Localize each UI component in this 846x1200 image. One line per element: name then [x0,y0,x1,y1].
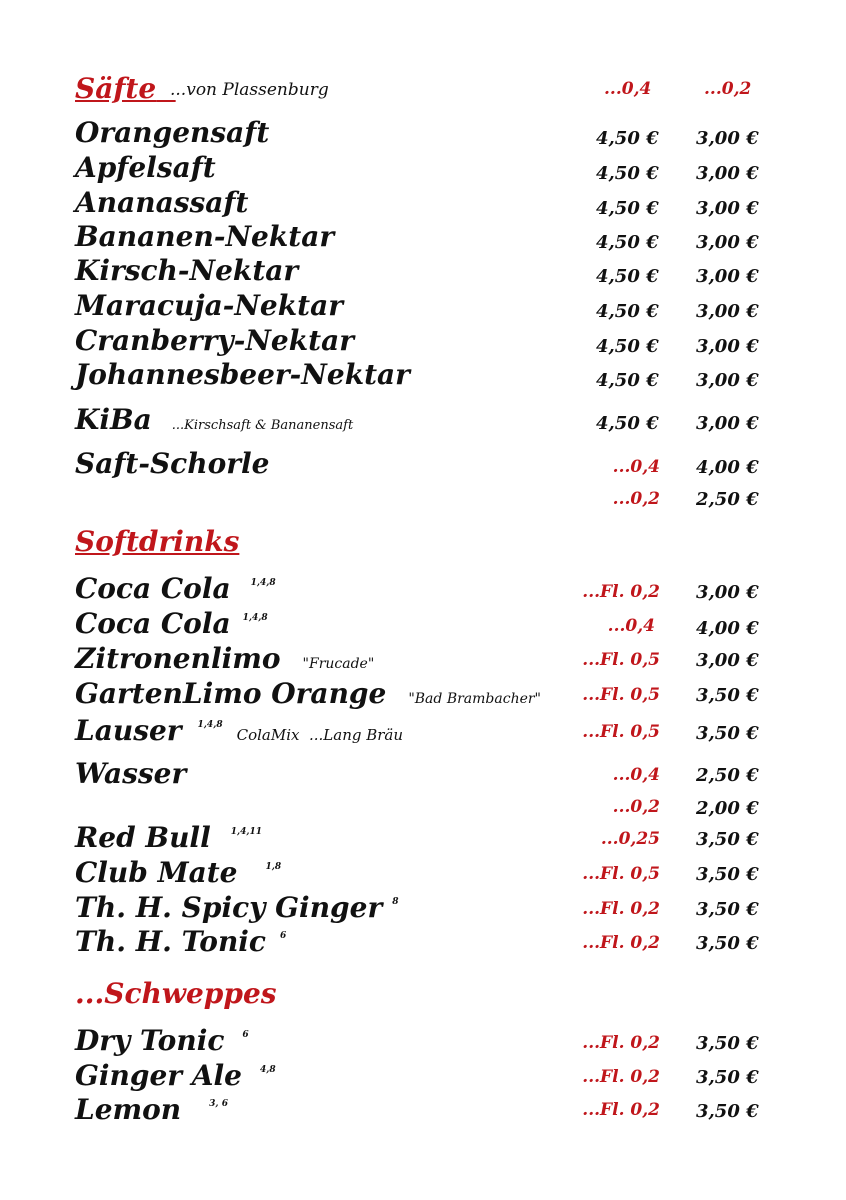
price-02: 3,00 € [696,413,759,434]
price-02: 3,00 € [696,198,759,219]
item-name-text: Th. H. Spicy Ginger [75,891,383,924]
price: 3,50 € [696,685,759,706]
item-name-text: Club Mate [75,856,238,889]
price-04: 4,50 € [596,163,659,184]
price-04: 4,50 € [596,301,659,322]
item-name-text: Lauser [75,714,182,747]
size-label: ...0,4 [612,765,660,785]
size-label: ...Fl. 0,2 [582,1067,660,1087]
item-name-text: Coca Cola [75,607,231,640]
allergen-codes: 6 [279,931,287,941]
price-04: 4,50 € [596,266,659,287]
price-04: 4,50 € [596,198,659,219]
allergen-codes: 1,4,8 [242,613,268,623]
item-note: "Bad Brambacher" [408,691,541,707]
allergen-codes: 1,4,11 [230,827,263,837]
item-name [75,572,276,605]
item-note: ColaMix ...Lang Bräu [236,726,404,744]
price: 3,50 € [696,1101,759,1122]
price-02: 3,00 € [696,266,759,287]
size-label: ...Fl. 0,2 [582,1100,660,1120]
allergen-codes: 1,4,8 [197,720,223,730]
item-name: Apfelsaft [75,151,216,184]
price: 3,50 € [696,864,759,885]
size-label: ...Fl. 0,2 [582,933,660,953]
price: 3,50 € [696,933,759,954]
price: 3,00 € [696,650,759,671]
price-04: 4,50 € [596,413,659,434]
item-name [75,714,403,747]
softdrinks-heading: Softdrinks [75,525,240,558]
item-name [75,1093,228,1126]
size-label: ...0,4 [612,457,660,477]
saefte-subtitle: ...von Plassenburg [170,80,329,100]
size-label: ...Fl. 0,2 [582,582,660,602]
schweppes-heading: ...Schweppes [75,977,277,1010]
price: 2,50 € [696,765,759,786]
saefte-heading: Säfte [75,72,157,105]
price-02: 3,00 € [696,301,759,322]
item-note: "Frucade" [302,656,375,672]
item-name-text: KiBa [75,403,152,436]
item-name [75,403,353,436]
price: 3,50 € [696,1067,759,1088]
price: 3,50 € [696,829,759,850]
size-label: ...Fl. 0,5 [582,864,660,884]
item-name: Ananassaft [75,186,249,219]
price: 3,00 € [696,582,759,603]
item-name [75,1024,249,1057]
price-04: 4,50 € [596,370,659,391]
saefte-col-02: ...0,2 [704,79,752,99]
price: 3,50 € [696,899,759,920]
item-name-text: Zitronenlimo [75,642,281,675]
price-02: 3,00 € [696,232,759,253]
item-name [75,925,286,958]
size-label: ...Fl. 0,5 [582,685,660,705]
item-name [75,677,541,710]
price-04: 4,50 € [596,232,659,253]
size-label: ...0,2 [612,489,660,509]
item-name [75,821,262,854]
saefte-col-04: ...0,4 [604,79,652,99]
allergen-codes: 8 [392,897,399,907]
item-name [75,607,268,640]
size-label: ...Fl. 0,5 [582,650,660,670]
item-note: ...Kirschsaft & Bananensaft [171,418,354,433]
price-02: 3,00 € [696,336,759,357]
allergen-codes: 3, 6 [209,1099,228,1109]
allergen-codes: 6 [242,1030,249,1040]
item-name [75,1059,276,1092]
price: 3,50 € [696,1033,759,1054]
item-name-text: Th. H. Tonic [75,925,266,958]
item-name: Orangensaft [75,116,270,149]
item-name: Maracuja-Nektar [75,289,343,322]
item-name-text: Ginger Ale [75,1059,242,1092]
price: 2,50 € [696,489,759,510]
item-name: Cranberry-Nektar [75,324,354,357]
size-label: ...0,4 [607,616,655,636]
price-02: 3,00 € [696,370,759,391]
item-name: Bananen-Nektar [75,220,335,253]
price: 3,50 € [696,723,759,744]
item-name-text: Dry Tonic [75,1024,225,1057]
price-04: 4,50 € [596,336,659,357]
size-label: ...0,25 [600,829,660,849]
item-name-text: Lemon [75,1093,182,1126]
price-02: 3,00 € [696,163,759,184]
price: 2,00 € [696,798,759,819]
price: 4,00 € [696,618,759,639]
price-04: 4,50 € [596,128,659,149]
item-name: Kirsch-Nektar [75,254,299,287]
size-label: ...Fl. 0,2 [582,899,660,919]
size-label: ...Fl. 0,5 [582,722,660,742]
size-label: ...0,2 [612,797,660,817]
item-name [75,642,374,675]
allergen-codes: 1,4,8 [250,578,276,588]
price: 4,00 € [696,457,759,478]
item-name-text: Red Bull [75,821,211,854]
item-name: Wasser [75,757,187,790]
allergen-codes: 1,8 [265,862,282,872]
item-name: Saft-Schorle [75,447,270,480]
item-name-text: GartenLimo Orange [75,677,387,710]
price-02: 3,00 € [696,128,759,149]
allergen-codes: 4,8 [259,1065,276,1075]
item-name [75,891,398,924]
item-name-text: Coca Cola [75,572,231,605]
item-name [75,856,281,889]
item-name: Johannesbeer-Nektar [75,358,410,391]
size-label: ...Fl. 0,2 [582,1033,660,1053]
